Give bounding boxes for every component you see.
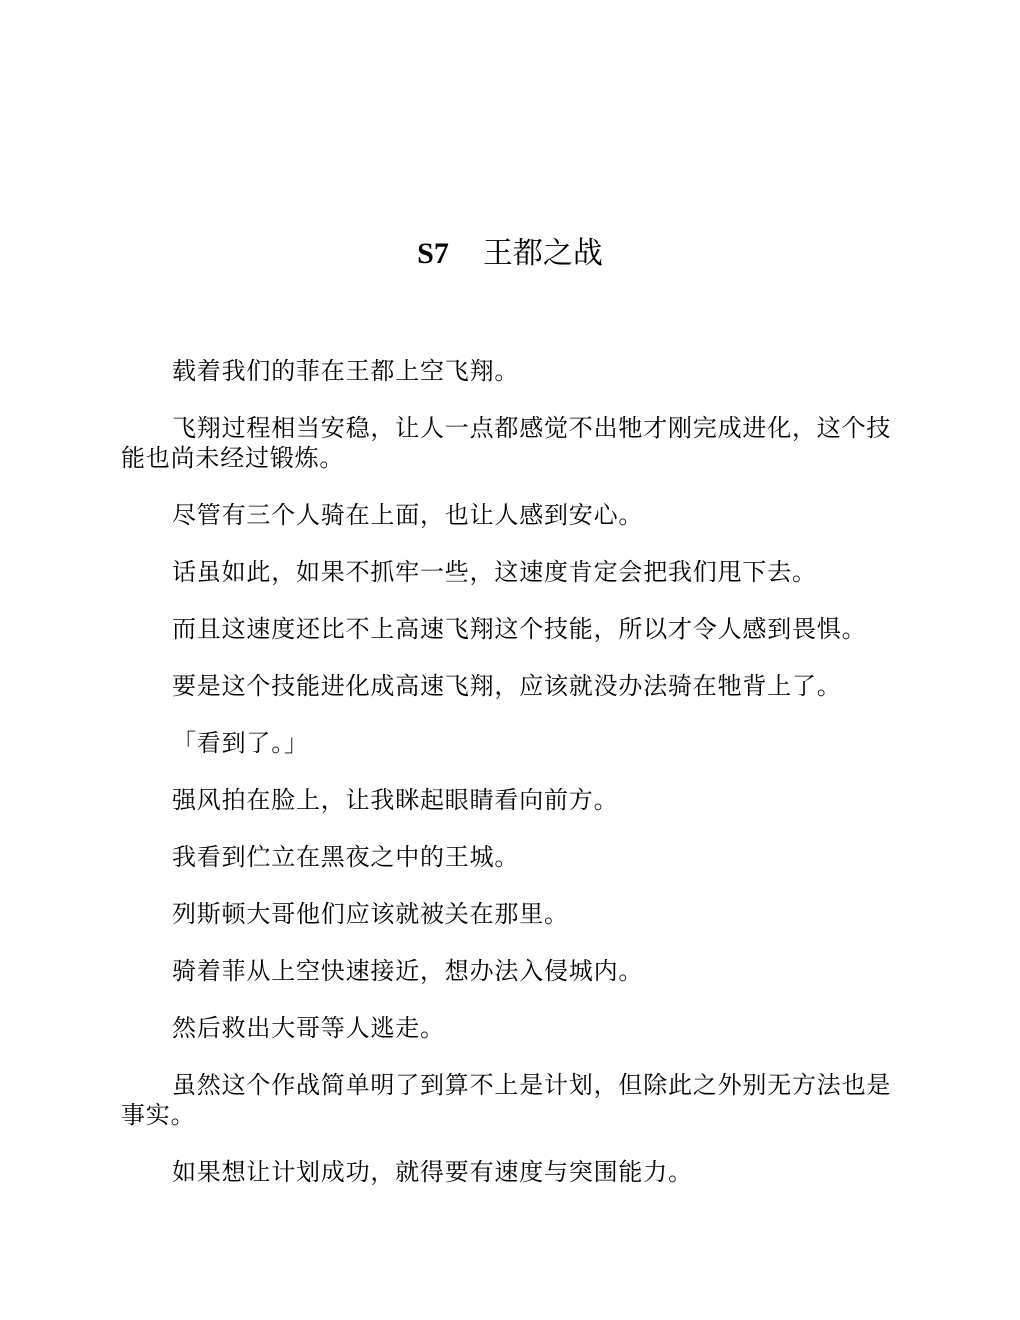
paragraph: 骑着菲从上空快速接近，想办法入侵城内。 bbox=[172, 957, 644, 985]
paragraph: 飞翔过程相当安稳，让人一点都感觉不出牠才刚完成进化，这个技能也尚未经过锻炼。 bbox=[121, 414, 892, 472]
paragraph: 强风拍在脸上，让我眯起眼睛看向前方。 bbox=[172, 786, 619, 814]
paragraph: 我看到伫立在黑夜之中的王城。 bbox=[172, 843, 520, 871]
paragraph: 如果想让计划成功，就得要有速度与突围能力。 bbox=[172, 1158, 693, 1186]
paragraph: 虽然这个作战简单明了到算不上是计划，但除此之外别无方法也是事实。 bbox=[121, 1071, 892, 1129]
chapter-heading bbox=[0, 232, 1020, 276]
paragraph: 要是这个技能进化成高速飞翔，应该就没办法骑在牠背上了。 bbox=[172, 672, 842, 700]
chapter-body bbox=[121, 356, 897, 1214]
paragraph: 然后救出大哥等人逃走。 bbox=[172, 1014, 445, 1042]
chapter-code: S7 bbox=[417, 237, 449, 270]
chapter-title: 王都之战 bbox=[482, 236, 603, 271]
paragraph: 尽管有三个人骑在上面，也让人感到安心。 bbox=[172, 501, 644, 529]
paragraph: 列斯顿大哥他们应该就被关在那里。 bbox=[172, 900, 569, 928]
paragraph: 「看到了。」 bbox=[172, 729, 309, 757]
paragraph: 话虽如此，如果不抓牢一些，这速度肯定会把我们甩下去。 bbox=[172, 558, 817, 586]
paragraph: 而且这速度还比不上高速飞翔这个技能，所以才令人感到畏惧。 bbox=[172, 615, 867, 643]
paragraph: 载着我们的菲在王都上空飞翔。 bbox=[172, 357, 520, 385]
